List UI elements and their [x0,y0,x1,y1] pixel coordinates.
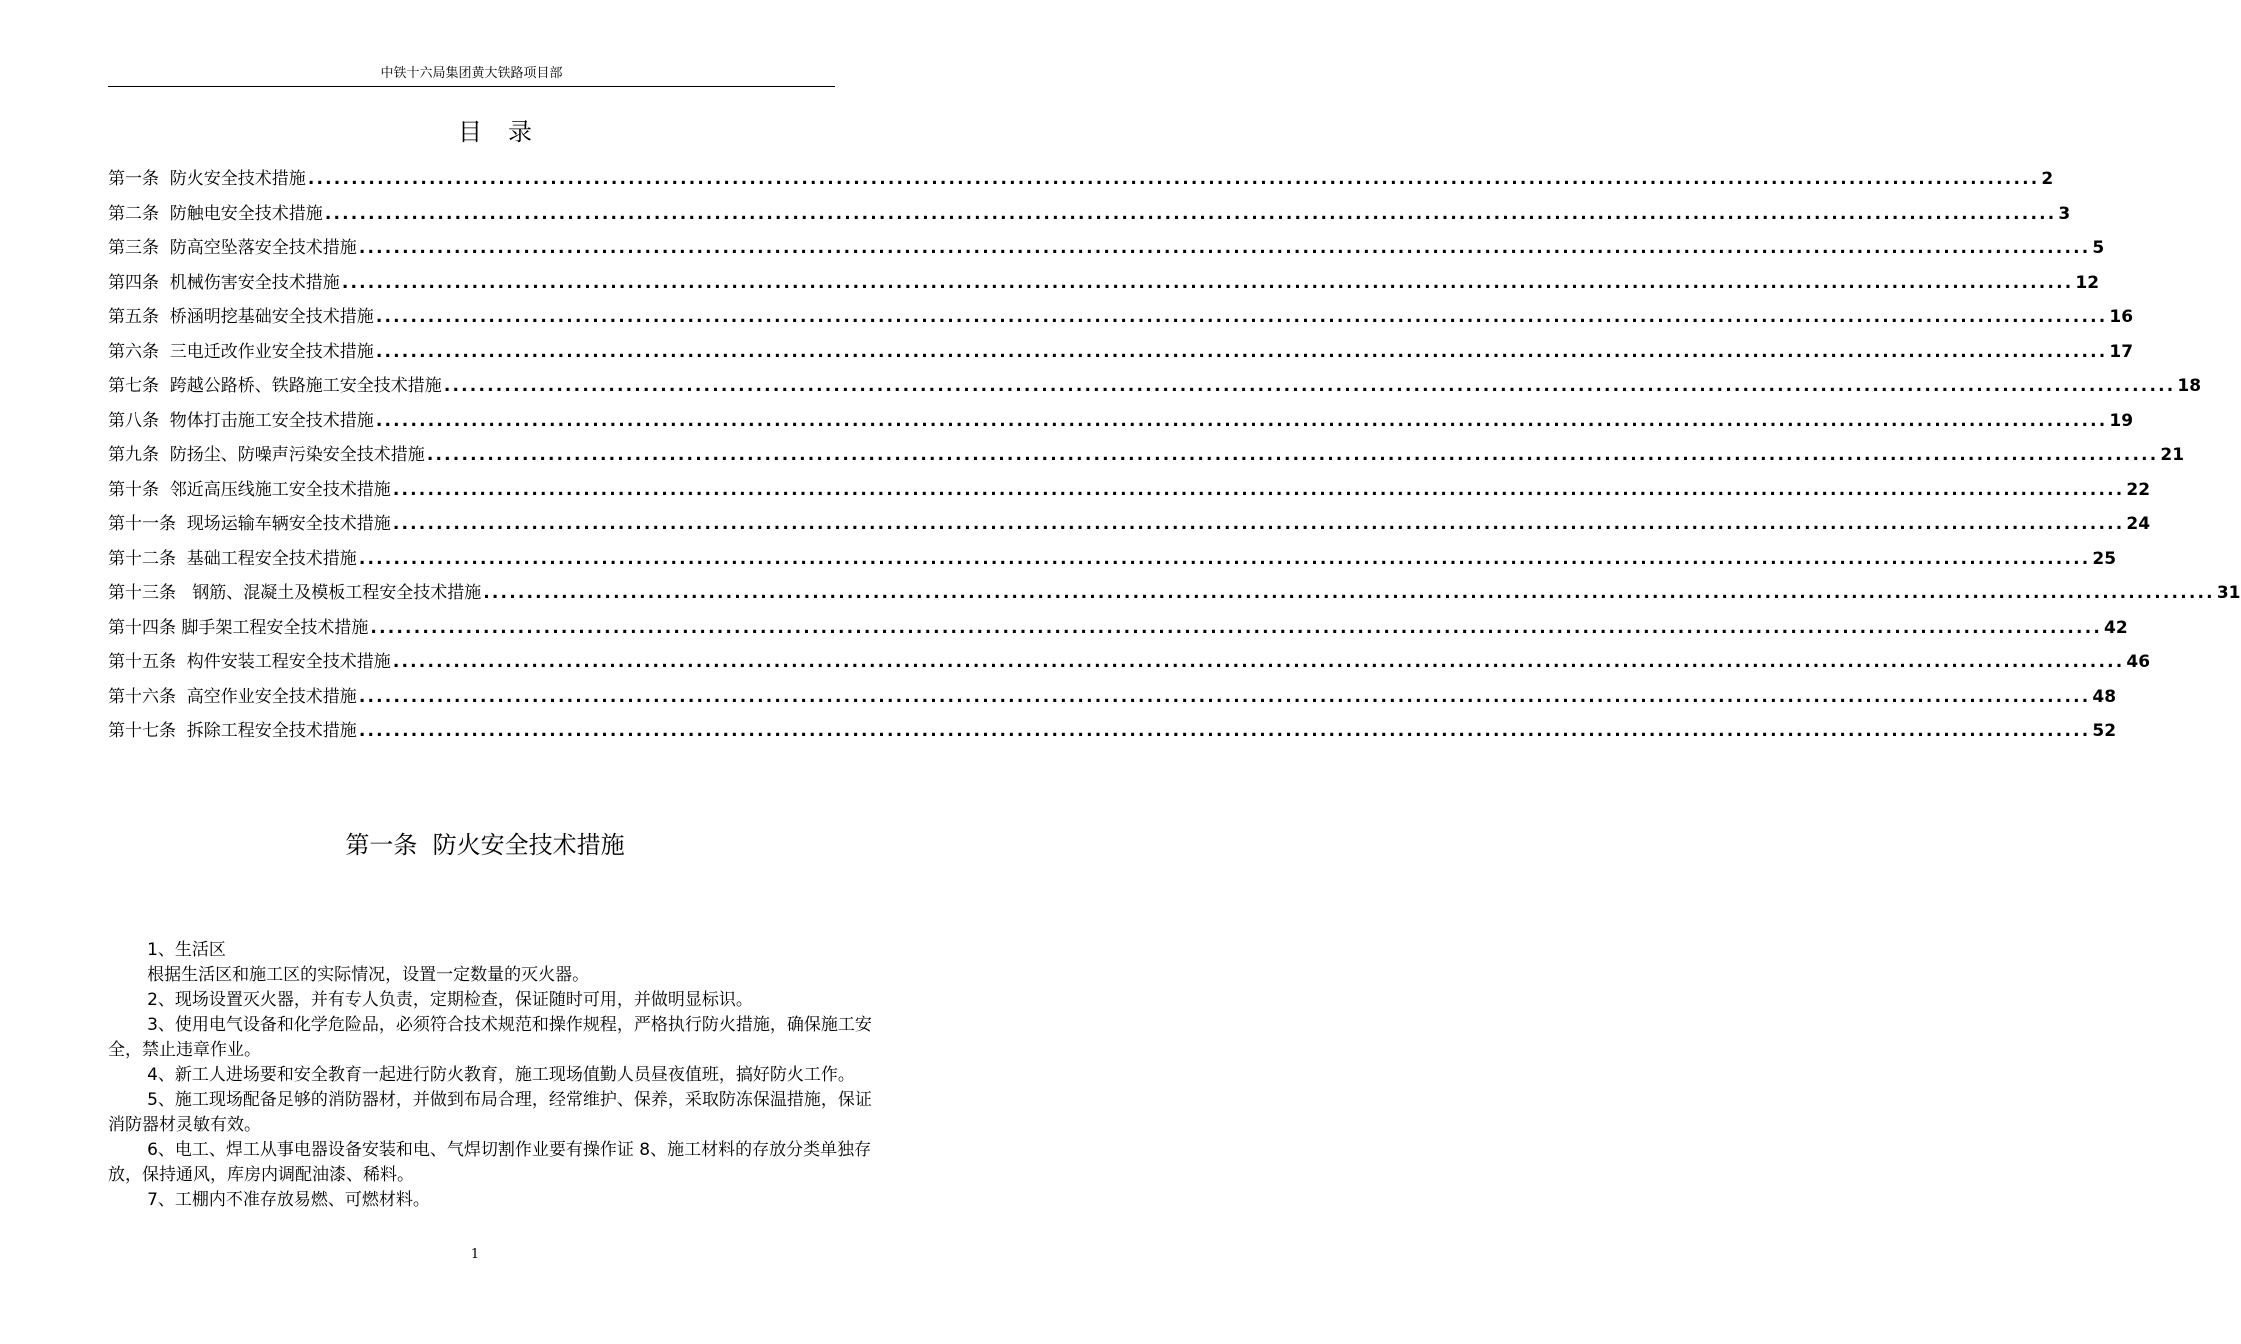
toc-entry-label: 第十条 邻近高压线施工安全技术措施 [108,479,391,500]
toc-entry-label: 第九条 防扬尘、防噪声污染安全技术措施 [108,445,425,465]
toc-entry-label: 第二条 防触电安全技术措施 [108,203,323,224]
toc-entry[interactable] [108,235,2105,270]
toc-leader-dots: ........................................................................................................................................................................................................ [341,272,2074,293]
toc-entry-label: 第五条 桥涵明挖基础安全技术措施 [108,307,374,327]
toc-leader-dots: ........................................................................................................................................................................................................ [392,514,2125,534]
toc-leader-dots: ........................................................................................................................................................................................................ [307,169,2040,189]
toc-entry[interactable] [108,580,2241,615]
toc-leader-dots: ........................................................................................................................................................................................................ [483,583,2215,603]
toc-entry-label: 第三条 防高空坠落安全技术措施 [108,238,357,258]
body-paragraph: 2、现场设置灭火器，并有专人负责，定期检查，保证随时可用，并做明显标识。 [147,990,753,1010]
toc-entry[interactable] [108,373,2202,408]
toc-entry[interactable] [108,546,2117,581]
toc-leader-dots: ........................................................................................................................................................................................................ [375,307,2108,327]
toc-entry-label: 第十五条 构件安装工程安全技术措施 [108,652,391,672]
toc-leader-dots: ........................................................................................................................................................................................................ [375,341,2108,362]
body-paragraph: 6、电工、焊工从事电器设备安装和电、气焊切割作业要有操作证 8、施工材料的存放分类单独存放，保持通风，库房内调配油漆、稀料。 [108,1140,872,1185]
toc-leader-dots: ........................................................................................................................................................................................................ [358,238,2091,258]
toc-entry-page: 24 [2126,514,2151,534]
toc-entry-label: 第四条 机械伤害安全技术措施 [108,272,340,293]
toc-entry-page: 21 [2160,445,2185,465]
toc-entry-page: 19 [2109,410,2134,431]
toc-entry-page: 31 [2216,583,2241,603]
table-of-contents [108,166,2241,753]
toc-entry-page: 17 [2109,341,2134,362]
toc-leader-dots: ........................................................................................................................................................................................................ [375,410,2108,431]
toc-entry[interactable] [108,615,2128,650]
toc-leader-dots: ........................................................................................................................................................................................................ [358,721,2091,741]
toc-entry-page: 22 [2126,479,2151,500]
toc-leader-dots: ........................................................................................................................................................................................................ [392,652,2125,672]
toc-entry-page: 2 [2041,169,2054,189]
body-paragraph: 根据生活区和施工区的实际情况，设置一定数量的灭火器。 [147,965,590,985]
toc-entry[interactable] [108,442,2185,477]
toc-leader-dots: ........................................................................................................................................................................................................ [358,548,2091,569]
toc-entry-label: 第六条 三电迁改作业安全技术措施 [108,341,374,362]
toc-entry[interactable] [108,270,2100,305]
toc-entry-page: 48 [2092,686,2117,707]
toc-entry[interactable] [108,684,2117,719]
body-paragraph: 4、新工人进场要和安全教育一起进行防火教育，施工现场值勤人员昼夜值班，搞好防火工作。 [147,1065,855,1085]
toc-entry[interactable] [108,166,2054,201]
body-paragraph: 1、生活区 [147,940,226,960]
toc-leader-dots: ........................................................................................................................................................................................................ [392,479,2125,500]
toc-entry-label: 第十四条 脚手架工程安全技术措施 [108,617,369,638]
toc-entry[interactable] [108,511,2151,546]
toc-entry[interactable] [108,339,2134,374]
toc-entry-page: 25 [2092,548,2117,569]
toc-entry[interactable] [108,304,2134,339]
body-paragraph: 7、工棚内不准存放易燃、可燃材料。 [147,1190,430,1210]
toc-leader-dots: ........................................................................................................................................................................................................ [370,617,2103,638]
toc-entry-page: 18 [2177,376,2202,396]
toc-leader-dots: ........................................................................................................................................................................................................ [443,376,2176,396]
header-divider [108,86,835,87]
toc-entry-page: 52 [2092,721,2117,741]
toc-entry-label: 第八条 物体打击施工安全技术措施 [108,410,374,431]
section-body [108,938,888,1213]
toc-entry-page: 12 [2075,272,2100,293]
body-paragraph: 3、使用电气设备和化学危险品，必须符合技术规范和操作规程，严格执行防火措施，确保施工安全，禁止违章作业。 [108,1015,872,1060]
toc-entry[interactable] [108,408,2134,443]
toc-entry-page: 16 [2109,307,2134,327]
toc-entry-label: 第十一条 现场运输车辆安全技术措施 [108,514,391,534]
toc-entry-label: 第十二条 基础工程安全技术措施 [108,548,357,569]
page-header: 中铁十六局集团黄大铁路项目部 [380,66,563,81]
toc-leader-dots: ........................................................................................................................................................................................................ [426,445,2159,465]
toc-entry-label: 第十六条 高空作业安全技术措施 [108,686,357,707]
toc-entry-page: 42 [2104,617,2128,638]
toc-entry[interactable] [108,649,2151,684]
toc-entry-label: 第十七条 拆除工程安全技术措施 [108,721,357,741]
toc-entry-page: 3 [2058,203,2071,224]
toc-leader-dots: ........................................................................................................................................................................................................ [358,686,2091,707]
toc-entry[interactable] [108,477,2151,512]
body-paragraph: 5、施工现场配备足够的消防器材，并做到布局合理，经常维护、保养，采取防冻保温措施，保证消防器材灵敏有效。 [108,1090,872,1135]
toc-leader-dots: ........................................................................................................................................................................................................ [324,203,2057,224]
toc-entry[interactable] [108,201,2071,236]
toc-entry[interactable] [108,718,2117,753]
toc-entry-page: 5 [2092,238,2105,258]
toc-entry-label: 第七条 跨越公路桥、铁路施工安全技术措施 [108,376,442,396]
toc-entry-page: 46 [2126,652,2151,672]
page-number: 1 [470,1247,480,1262]
toc-entry-label: 第十三条 钢筋、混凝土及模板工程安全技术措施 [108,583,482,603]
toc-entry-label: 第一条 防火安全技术措施 [108,169,306,189]
toc-title: 目录 [458,118,558,146]
section-title: 第一条 防火安全技术措施 [345,831,625,859]
